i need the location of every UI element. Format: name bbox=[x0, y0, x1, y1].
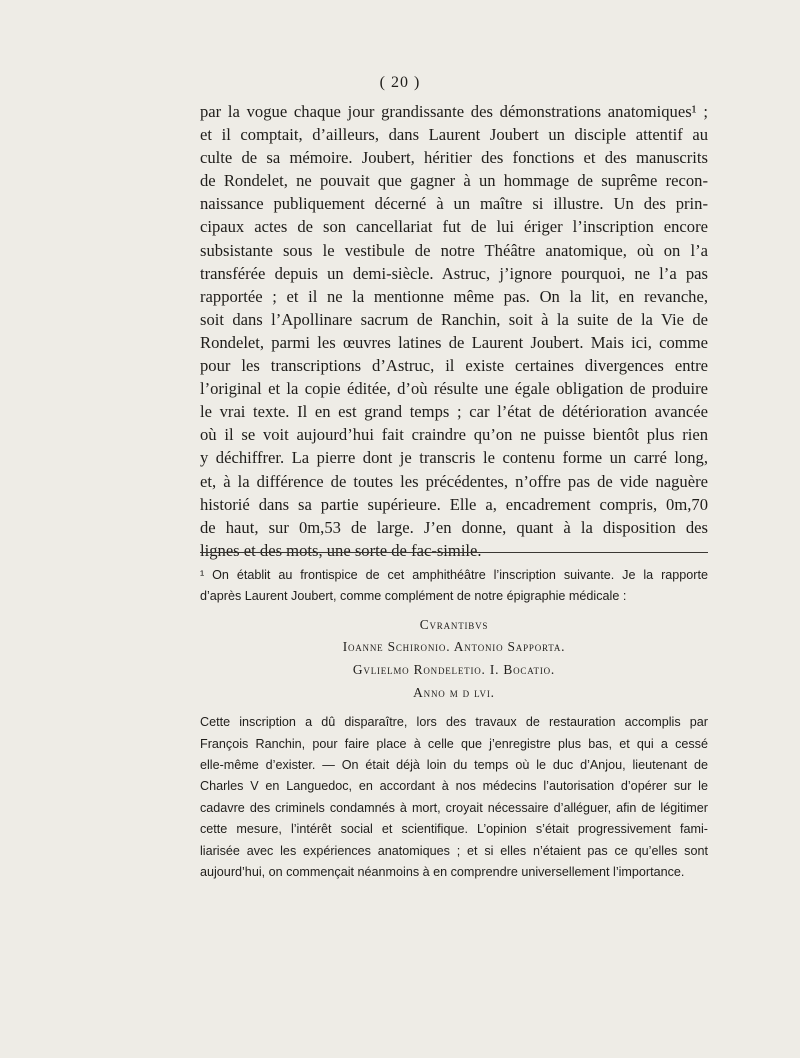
inscription-block bbox=[200, 614, 708, 704]
footnote-line: Cette inscription a dû disparaître, lors des travaux de restauration accomplis par bbox=[200, 715, 708, 730]
footnote-line: cadavre des criminels condamnés à mort, croyait nécessaire d’alléguer, afin de légitimer bbox=[200, 800, 708, 815]
footnote-line: elle-même d’exister. — On était déjà loin du temps où le duc d’Anjou, lieutenant de bbox=[200, 758, 708, 772]
footnote-line: François Ranchin, pour faire place à celle que j’enregistre plus bas, et qui a cessé bbox=[200, 736, 708, 751]
text-line: par la vogue chaque jour grandissante des démonstrations anatomiques¹ ; bbox=[200, 102, 708, 121]
inscription-line: Anno m d lvi. bbox=[413, 684, 495, 700]
text-line: lignes et des mots, une sorte de fac-simile. bbox=[200, 540, 482, 560]
footnote-line: aujourd’hui, on commençait néanmoins à en comprendre universellement l’importance. bbox=[200, 865, 685, 880]
text-line: Rondelet, parmi les œuvres latines de Laurent Joubert. Mais ici, comme bbox=[200, 332, 708, 352]
text-line: naissance publiquement décerné à un maître si illustre. Un des prin- bbox=[200, 194, 708, 214]
footnote-separator bbox=[200, 552, 708, 553]
text-line: l’original et la copie éditée, d’où résulte une égale obligation de produire bbox=[200, 379, 708, 399]
text-line: cipaux actes de son cancellariat fut de lui ériger l’inscription encore bbox=[200, 217, 708, 237]
text-line: subsistante sous le vestibule de notre Théâtre anatomique, où on l’a bbox=[200, 240, 708, 260]
footnote-line: d’après Laurent Joubert, comme complément de notre épigraphie médicale : bbox=[200, 589, 627, 604]
text-line: transférée depuis un demi-siècle. Astruc, j’ignore pourquoi, ne l’a pas bbox=[200, 263, 708, 283]
text-line: historié dans sa partie supérieure. Elle a, encadrement compris, 0m,70 bbox=[200, 494, 708, 514]
footnote-line: liarisée avec les expériences anatomiques ; et si elles n’étaient pas ce qu’elles sont bbox=[200, 843, 708, 858]
inscription-line: Cvrantibvs bbox=[419, 616, 489, 632]
text-line: où il se voit aujourd’hui fait craindre qu’on ne puisse bientôt plus rien bbox=[200, 425, 708, 445]
footnote-line: cette mesure, l’intérêt social et scientifique. L’opinion s’était progressivement fami- bbox=[200, 822, 708, 837]
footnote bbox=[200, 565, 708, 883]
text-line: soit dans l’Apollinare sacrum de Ranchin, soit à la suite de la Vie de bbox=[200, 309, 708, 329]
page-number: ( 20 ) bbox=[379, 74, 421, 91]
text-line: y déchiffrer. La pierre dont je transcris le contenu forme un carré long, bbox=[200, 448, 708, 468]
text-line: pour les transcriptions d’Astruc, il existe certaines divergences entre bbox=[200, 356, 708, 376]
text-line: culte de sa mémoire. Joubert, héritier des fonctions et des manuscrits bbox=[200, 148, 708, 168]
footnote-line: Charles V en Languedoc, en accordant à nos médecins l’autorisation d’opérer sur le bbox=[200, 779, 708, 794]
inscription-line: Ioanne Schironio. Antonio Sapporta. bbox=[342, 639, 566, 655]
text-line: de Rondelet, ne pouvait que gagner à un hommage de suprême recon- bbox=[200, 171, 708, 191]
main-text bbox=[200, 100, 708, 562]
text-line: et il comptait, d’ailleurs, dans Laurent Joubert un disciple attentif au bbox=[200, 125, 708, 145]
text-line: le vrai texte. Il en est grand temps ; car l’état de détérioration avancée bbox=[200, 402, 708, 422]
inscription-line: Gvlielmo Rondeletio. I. Bocatio. bbox=[352, 662, 556, 677]
text-line: rapportée ; et il ne la mentionne même pas. On la lit, en revanche, bbox=[200, 286, 708, 306]
text-line: de haut, sur 0m,53 de large. J’en donne, quant à la disposition des bbox=[200, 517, 708, 537]
footnote-line: ¹ On établit au frontispice de cet amphithéâtre l’inscription suivante. Je la rapporte bbox=[200, 568, 708, 582]
text-line: et, à la différence de toutes les précédentes, n’offre pas de vide naguère bbox=[200, 471, 708, 491]
